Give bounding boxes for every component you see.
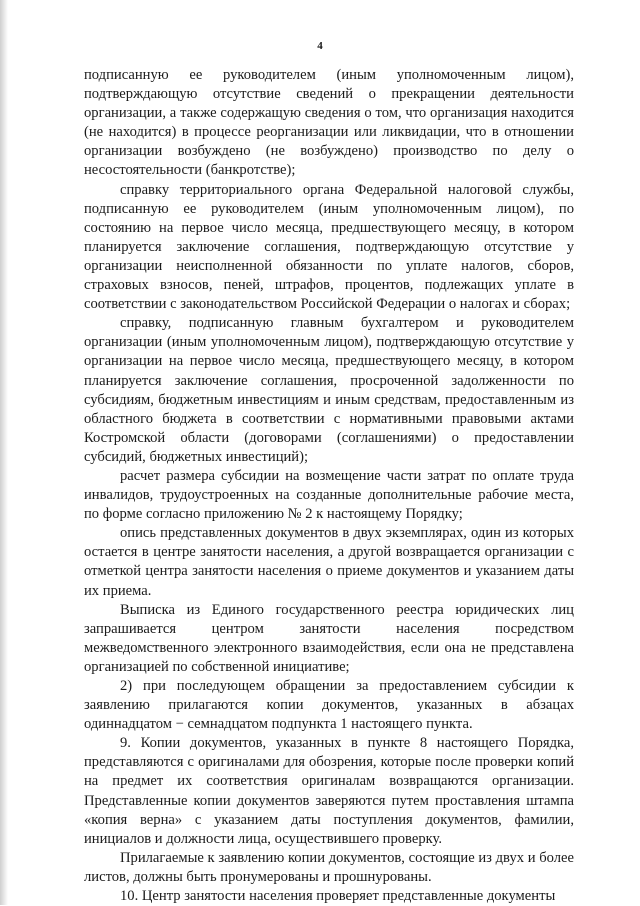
paragraph-registry-extract: Выписка из Единого государственного реестра юридических лиц запрашивается центром занятости населения посредством межведомственного электронного взаимодействия, если она не представлена организацией по собственной инициативе; [84, 601, 574, 675]
document-body [84, 66, 574, 906]
paragraph-accountant-certificate: справку, подписанную главным бухгалтером и руководителем организации (иным уполномоченным лицом), подтверждающую отсутствие у организации на первое число месяца, предшествующего месяцу, в котором планируется заключение соглашения, просроченной задолженности по субсидиям, бюджетным инвестициям и иным средствам, предоставленным из областного бюджета в соответствии с нормативными правовыми актами Костромской области (договорами (соглашениями) о предоставлении субсидий, бюджетных инвестиций); [84, 315, 574, 465]
scan-edge-shadow [0, 0, 8, 905]
paragraph-subsequent-application: 2) при последующем обращении за предоставлением субсидии к заявлению прилагаются копии документов, указанных в абзацах одиннадцатом − семнадцатом подпункта 1 настоящего пункта. [84, 678, 574, 733]
paragraph-continuation: подписанную ее руководителем (иным уполномоченным лицом), подтверждающую отсутствие сведений о прекращении деятельности организации, а также содержащую сведения о том, что организация находится (не находится) в процессе реорганизации или ликвидации, что в отношении организации возбуждено (не возбуждено) производство по делу о несостоятельности (банкротстве); [84, 67, 574, 179]
paragraph-document-inventory: опись представленных документов в двух экземплярах, один из которых остается в центре занятости населения, а другой возвращается организации с отметкой центра занятости населения о приеме документов и указанием даты их приема. [84, 525, 574, 599]
paragraph-item-10: 10. Центр занятости населения проверяет представленные документы [120, 888, 556, 905]
paragraph-item-9: 9. Копии документов, указанных в пункте 8 настоящего Порядка, представляются с оригиналами для обозрения, которые после проверки копий на предмет их соответствия оригиналам возвращаются организации. Представленные копии документов заверяются путем проставления штампа «копия верна» с указанием даты поступления документов, фамилии, инициалов и должности лица, осуществившего проверку. [84, 735, 574, 847]
paragraph-attached-copies: Прилагаемые к заявлению копии документов, состоящие из двух и более листов, должны быть пронумерованы и прошнурованы. [84, 849, 574, 885]
paragraph-tax-certificate: справку территориального органа Федеральной налоговой службы, подписанную ее руководителем (иным уполномоченным лицом), по состоянию на первое число месяца, предшествующего месяцу, в котором планируется заключение соглашения, подтверждающую отсутствие у организации неисполненной обязанности по уплате налогов, сборов, страховых взносов, пеней, штрафов, процентов, подлежащих уплате в соответствии с законодательством Российской Федерации о налогах и сборах; [84, 181, 574, 313]
page-number: 4 [317, 40, 323, 52]
paragraph-subsidy-calculation: расчет размера субсидии на возмещение части затрат по оплате труда инвалидов, трудоустроенных на созданные дополнительные рабочие места, по форме согласно приложению № 2 к настоящему Порядку; [84, 467, 574, 523]
